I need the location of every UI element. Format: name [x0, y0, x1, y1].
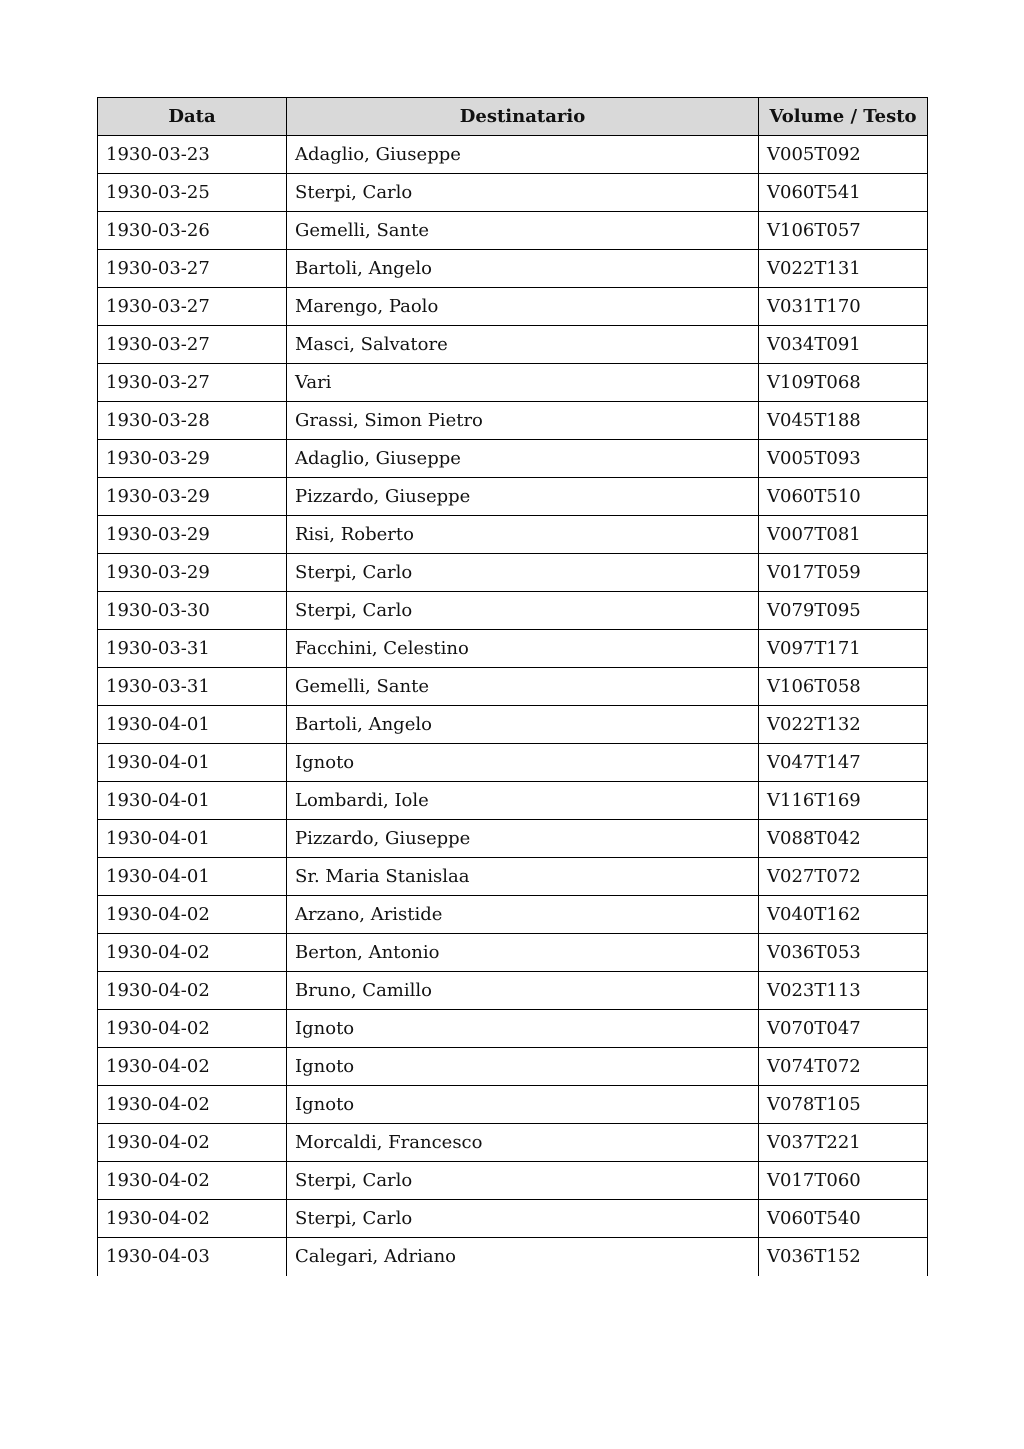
volume-text-cell: V097T171 [759, 630, 928, 668]
date-cell: 1930-04-01 [98, 858, 287, 896]
recipient-cell: Sterpi, Carlo [287, 1162, 759, 1200]
date-cell: 1930-03-30 [98, 592, 287, 630]
table-row [98, 1048, 928, 1086]
volume-text-cell: V031T170 [759, 288, 928, 326]
recipient-cell: Berton, Antonio [287, 934, 759, 972]
table-row [98, 250, 928, 288]
recipient-cell: Bartoli, Angelo [287, 250, 759, 288]
recipient-cell: Sr. Maria Stanislaa [287, 858, 759, 896]
date-cell: 1930-03-29 [98, 554, 287, 592]
table-row [98, 782, 928, 820]
recipient-cell: Pizzardo, Giuseppe [287, 478, 759, 516]
recipient-cell: Arzano, Aristide [287, 896, 759, 934]
volume-text-cell: V034T091 [759, 326, 928, 364]
recipient-cell: Ignoto [287, 1010, 759, 1048]
table-row [98, 554, 928, 592]
recipient-cell: Facchini, Celestino [287, 630, 759, 668]
table-row [98, 858, 928, 896]
recipient-cell: Ignoto [287, 1086, 759, 1124]
recipient-cell: Gemelli, Sante [287, 668, 759, 706]
table-row [98, 478, 928, 516]
table-row [98, 1238, 928, 1276]
date-cell: 1930-03-29 [98, 516, 287, 554]
table-row [98, 592, 928, 630]
table-row [98, 402, 928, 440]
date-cell: 1930-04-01 [98, 744, 287, 782]
volume-text-cell: V106T058 [759, 668, 928, 706]
recipient-cell: Masci, Salvatore [287, 326, 759, 364]
volume-text-cell: V027T072 [759, 858, 928, 896]
letters-table [97, 97, 928, 1276]
volume-text-cell: V022T132 [759, 706, 928, 744]
recipient-cell: Calegari, Adriano [287, 1238, 759, 1276]
volume-text-cell: V074T072 [759, 1048, 928, 1086]
date-cell: 1930-04-01 [98, 706, 287, 744]
table-row [98, 516, 928, 554]
table-row [98, 1124, 928, 1162]
volume-text-cell: V060T510 [759, 478, 928, 516]
recipient-cell: Ignoto [287, 1048, 759, 1086]
volume-text-cell: V023T113 [759, 972, 928, 1010]
volume-text-cell: V045T188 [759, 402, 928, 440]
date-cell: 1930-04-02 [98, 1124, 287, 1162]
table-row [98, 288, 928, 326]
volume-text-cell: V007T081 [759, 516, 928, 554]
recipient-cell: Lombardi, Iole [287, 782, 759, 820]
recipient-cell: Grassi, Simon Pietro [287, 402, 759, 440]
date-cell: 1930-03-23 [98, 136, 287, 174]
volume-text-cell: V017T060 [759, 1162, 928, 1200]
volume-text-cell: V036T053 [759, 934, 928, 972]
table-row [98, 364, 928, 402]
table-row [98, 440, 928, 478]
volume-text-cell: V040T162 [759, 896, 928, 934]
table-row [98, 1010, 928, 1048]
volume-text-cell: V078T105 [759, 1086, 928, 1124]
volume-text-cell: V005T092 [759, 136, 928, 174]
volume-text-cell: V070T047 [759, 1010, 928, 1048]
date-cell: 1930-03-31 [98, 630, 287, 668]
recipient-cell: Gemelli, Sante [287, 212, 759, 250]
table-row [98, 1086, 928, 1124]
date-cell: 1930-04-03 [98, 1238, 287, 1276]
volume-text-cell: V037T221 [759, 1124, 928, 1162]
recipient-cell: Vari [287, 364, 759, 402]
date-cell: 1930-04-02 [98, 896, 287, 934]
date-cell: 1930-04-01 [98, 782, 287, 820]
recipient-cell: Pizzardo, Giuseppe [287, 820, 759, 858]
date-cell: 1930-03-29 [98, 478, 287, 516]
table-row [98, 1200, 928, 1238]
table-body [98, 136, 928, 1276]
recipient-cell: Risi, Roberto [287, 516, 759, 554]
recipient-cell: Ignoto [287, 744, 759, 782]
table-row [98, 744, 928, 782]
date-cell: 1930-04-02 [98, 972, 287, 1010]
volume-text-cell: V079T095 [759, 592, 928, 630]
volume-text-cell: V017T059 [759, 554, 928, 592]
date-cell: 1930-03-27 [98, 288, 287, 326]
date-cell: 1930-04-02 [98, 1010, 287, 1048]
column-header-recipient: Destinatario [287, 98, 759, 136]
table-row [98, 212, 928, 250]
column-header-date: Data [98, 98, 287, 136]
table-row [98, 1162, 928, 1200]
date-cell: 1930-04-02 [98, 934, 287, 972]
volume-text-cell: V036T152 [759, 1238, 928, 1276]
date-cell: 1930-03-27 [98, 326, 287, 364]
date-cell: 1930-03-28 [98, 402, 287, 440]
table-row [98, 668, 928, 706]
table-row [98, 896, 928, 934]
date-cell: 1930-03-27 [98, 250, 287, 288]
recipient-cell: Sterpi, Carlo [287, 1200, 759, 1238]
volume-text-cell: V106T057 [759, 212, 928, 250]
recipient-cell: Marengo, Paolo [287, 288, 759, 326]
recipient-cell: Adaglio, Giuseppe [287, 440, 759, 478]
volume-text-cell: V109T068 [759, 364, 928, 402]
recipient-cell: Bruno, Camillo [287, 972, 759, 1010]
table-row [98, 326, 928, 364]
volume-text-cell: V088T042 [759, 820, 928, 858]
volume-text-cell: V005T093 [759, 440, 928, 478]
date-cell: 1930-04-01 [98, 820, 287, 858]
recipient-cell: Morcaldi, Francesco [287, 1124, 759, 1162]
date-cell: 1930-03-29 [98, 440, 287, 478]
volume-text-cell: V060T540 [759, 1200, 928, 1238]
table-row [98, 706, 928, 744]
table-row [98, 972, 928, 1010]
volume-text-cell: V116T169 [759, 782, 928, 820]
volume-text-cell: V047T147 [759, 744, 928, 782]
recipient-cell: Sterpi, Carlo [287, 592, 759, 630]
date-cell: 1930-03-31 [98, 668, 287, 706]
table-row [98, 820, 928, 858]
date-cell: 1930-03-26 [98, 212, 287, 250]
table-row [98, 136, 928, 174]
column-header-volume-text: Volume / Testo [759, 98, 928, 136]
table-row [98, 174, 928, 212]
header-row [98, 98, 928, 136]
date-cell: 1930-04-02 [98, 1200, 287, 1238]
recipient-cell: Sterpi, Carlo [287, 174, 759, 212]
recipient-cell: Bartoli, Angelo [287, 706, 759, 744]
volume-text-cell: V022T131 [759, 250, 928, 288]
date-cell: 1930-03-25 [98, 174, 287, 212]
table-row [98, 934, 928, 972]
date-cell: 1930-04-02 [98, 1048, 287, 1086]
recipient-cell: Sterpi, Carlo [287, 554, 759, 592]
volume-text-cell: V060T541 [759, 174, 928, 212]
date-cell: 1930-04-02 [98, 1086, 287, 1124]
date-cell: 1930-04-02 [98, 1162, 287, 1200]
date-cell: 1930-03-27 [98, 364, 287, 402]
recipient-cell: Adaglio, Giuseppe [287, 136, 759, 174]
table-row [98, 630, 928, 668]
